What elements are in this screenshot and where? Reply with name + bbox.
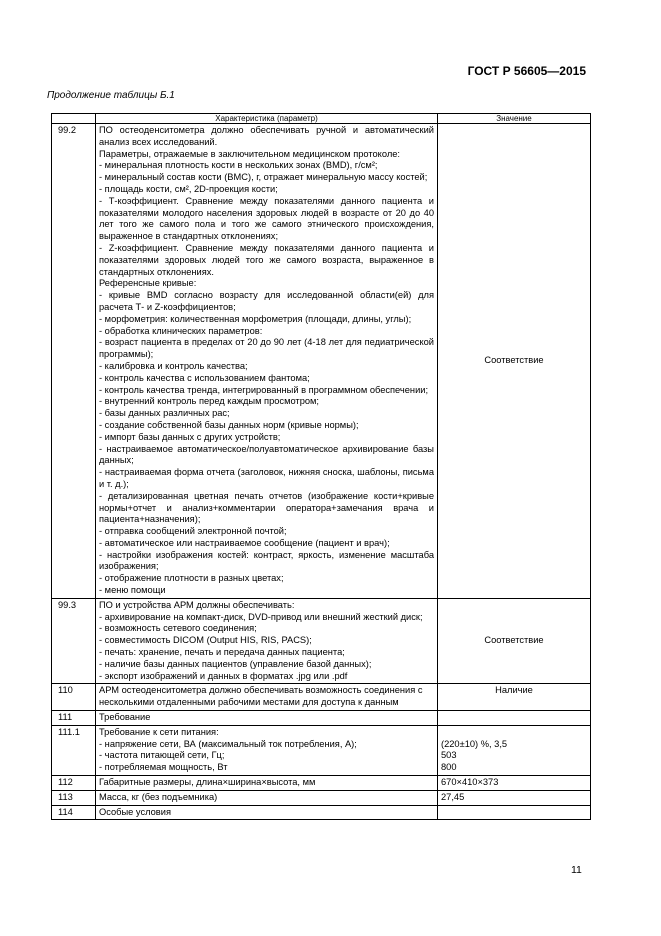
- row-number: 99.3: [52, 598, 96, 684]
- table-row-99-3: [52, 598, 591, 684]
- desc-line: - возможность сетевого соединения;: [99, 623, 257, 634]
- desc-line: - настраиваемая форма отчета (заголовок, нижняя сноска, шаблоны, письма и т. д.);: [99, 467, 434, 489]
- page-number: 11: [571, 864, 582, 876]
- desc-line: - напряжение сети, ВА (максимальный ток потребления, А);: [99, 738, 357, 749]
- value-line: 800: [441, 762, 457, 773]
- row-number: 111: [52, 711, 96, 726]
- row-value: Соответствие: [438, 598, 591, 684]
- row-number: 110: [52, 684, 96, 711]
- desc-line: Референсные кривые:: [99, 278, 197, 289]
- desc-line: - внутренний контроль перед каждым просмотром;: [99, 396, 320, 407]
- desc-line: - архивирование на компакт-диск, DVD-привод или внешний жесткий диск;: [99, 611, 423, 622]
- row-number: 113: [52, 790, 96, 805]
- desc-line: - настройки изображения костей: контраст, яркость, изменение масштаба изображения;: [99, 549, 434, 572]
- header-value: Значение: [438, 114, 591, 124]
- desc-line: - совместимость DICOM (Output HIS, RIS, PACS);: [99, 635, 312, 646]
- table-row-113: [52, 790, 591, 805]
- table-row-99-2: [52, 124, 591, 599]
- table-caption: Продолжение таблицы Б.1: [47, 90, 175, 101]
- header-characteristic: Характеристика (параметр): [96, 114, 438, 124]
- desc-line: Требование к сети питания:: [99, 726, 219, 737]
- row-description: [96, 598, 438, 684]
- desc-line: - отправка сообщений электронной почтой;: [99, 526, 287, 537]
- desc-line: - площадь кости, см², 2D-проекция кости;: [99, 183, 278, 194]
- table-header-row: [52, 114, 591, 124]
- desc-line: - Т-коэффициент. Сравнение между показателями данного пациента и показателями молодого населения здоровых людей в возрасте от 20 до 40 лет того же самого пола и того же самого этнического происхождения, выраженное в стандартных отклонениях;: [99, 195, 434, 242]
- document-standard-number: ГОСТ Р 56605—2015: [467, 64, 586, 78]
- desc-line: - создание собственной базы данных норм (кривые нормы);: [99, 419, 359, 430]
- row-description: АРМ остеоденситометра должно обеспечивать возможность соединения с несколькими отдаленными рабочими местами для доступа к данным: [96, 684, 438, 711]
- row-description: Габаритные размеры, длина×ширина×высота, мм: [96, 776, 438, 791]
- desc-line: - наличие базы данных пациентов (управление базой данных);: [99, 658, 372, 669]
- row-number: 99.2: [52, 124, 96, 599]
- desc-line: ПО и устройства АРМ должны обеспечивать:: [99, 599, 295, 610]
- desc-line: - калибровка и контроль качества;: [99, 360, 248, 371]
- row-value: Соответствие: [438, 124, 591, 599]
- row-description: Требование: [96, 711, 438, 726]
- row-value-empty: [438, 711, 591, 726]
- desc-line: - обработка клинических параметров:: [99, 325, 263, 336]
- row-description: Особые условия: [96, 805, 438, 820]
- header-empty: [52, 114, 96, 124]
- desc-line: - импорт базы данных с других устройств;: [99, 431, 281, 442]
- desc-line: - минеральная плотность кости в нескольких зонах (BMD), г/см²;: [99, 160, 378, 171]
- desc-line: - базы данных различных рас;: [99, 408, 230, 419]
- desc-line: - отображение плотности в разных цветах;: [99, 573, 284, 584]
- desc-line: - экспорт изображений и данных в форматах .jpg или .pdf: [99, 670, 348, 681]
- desc-line: - кривые BMD согласно возрасту для исследованной области(ей) для расчета Т- и Z-коэффициентов;: [99, 290, 434, 312]
- desc-line: - морфометрия: количественная морфометрия (площади, длины, углы);: [99, 313, 412, 324]
- desc-line: - меню помощи: [99, 585, 166, 596]
- spec-table: [51, 113, 591, 820]
- desc-line: - автоматическое или настраиваемое сообщение (пациент и врач);: [99, 537, 390, 548]
- row-description: [96, 124, 438, 599]
- row-value: 27,45: [438, 790, 591, 805]
- row-value: 670×410×373: [438, 776, 591, 791]
- table-row-111: [52, 711, 591, 726]
- table-row-110: [52, 684, 591, 711]
- desc-line: - Z-коэффициент. Сравнение между показателями данного пациента и показателями здоровых людей того же самого возраста, выраженное в стандартных отклонениях.: [99, 242, 434, 277]
- desc-line: - контроль качества тренда, интегрированный в программном обеспечении;: [99, 384, 429, 395]
- row-number: 114: [52, 805, 96, 820]
- desc-line: - настраиваемое автоматическое/полуавтоматическое архивирование базы данных;: [99, 443, 434, 466]
- row-number: 112: [52, 776, 96, 791]
- row-number: 111.1: [52, 725, 96, 775]
- desc-line: - возраст пациента в пределах от 20 до 90 лет (4-18 лет для педиатрической программы);: [99, 337, 434, 360]
- row-value: Наличие: [438, 684, 591, 711]
- row-description: [96, 725, 438, 775]
- desc-line: - минеральный состав кости (BMC), г, отражает минеральную массу костей;: [99, 172, 428, 183]
- desc-line: - печать: хранение, печать и передача данных пациента;: [99, 647, 345, 658]
- table-row-111-1: [52, 725, 591, 775]
- desc-line: - потребляемая мощность, Вт: [99, 762, 228, 773]
- table-row-114: [52, 805, 591, 820]
- row-value-empty: [438, 805, 591, 820]
- desc-line: Параметры, отражаемые в заключительном медицинском протоколе:: [99, 148, 400, 159]
- desc-line: - частота питающей сети, Гц;: [99, 750, 225, 761]
- desc-line: - контроль качества с использованием фантома;: [99, 372, 310, 383]
- table-row-112: [52, 776, 591, 791]
- value-line: (220±10) %, 3,5: [441, 738, 508, 749]
- row-description: Масса, кг (без подъемника): [96, 790, 438, 805]
- desc-line: ПО остеоденситометра должно обеспечивать ручной и автоматический анализ всех исследований.: [99, 125, 434, 147]
- row-value: [438, 725, 591, 775]
- value-line: 503: [441, 750, 457, 761]
- desc-line: - детализированная цветная печать отчетов (изображение кости+кривые нормы+отчет и анализ+комментарии оператора+замечания врача и пациента+назначения);: [99, 490, 434, 525]
